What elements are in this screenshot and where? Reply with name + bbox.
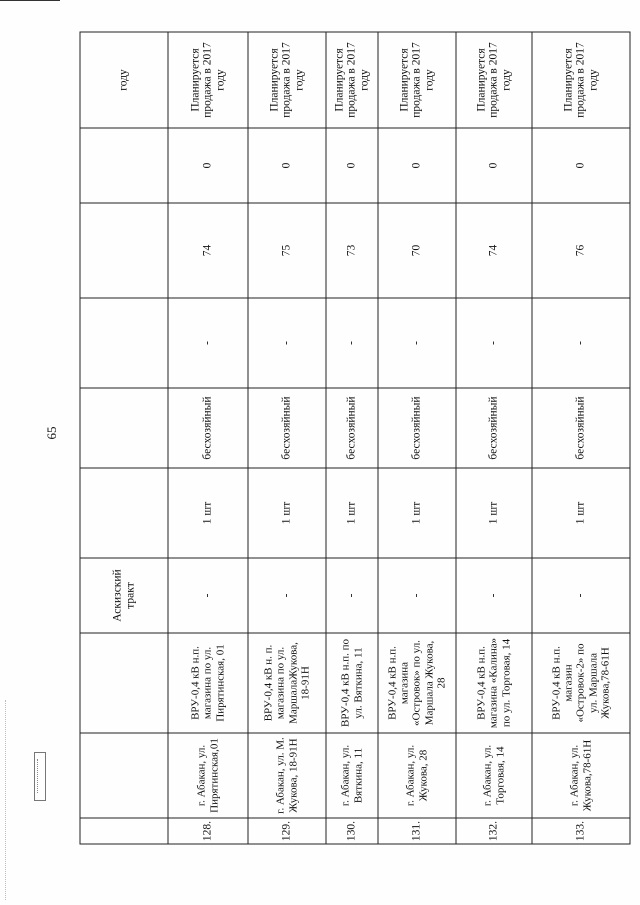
quantity-cell: 1 шт — [248, 468, 326, 558]
header-cell — [80, 388, 168, 468]
note-cell: Планируется продажа в 2017 году — [168, 32, 248, 128]
header-cell — [80, 818, 168, 844]
table-row — [456, 32, 532, 844]
margin-dots — [5, 700, 7, 900]
header-cell — [80, 203, 168, 298]
table-wrapper — [80, 32, 630, 844]
col4-cell: - — [456, 558, 532, 633]
address-cell: г. Абакан, ул. Жукова,78-61Н — [532, 733, 630, 818]
header-cell — [80, 733, 168, 818]
quantity-cell: 1 шт — [168, 468, 248, 558]
address-cell: г. Абакан, ул. М. Жукова, 18-91Н — [248, 733, 326, 818]
quantity-cell: 1 шт — [326, 468, 378, 558]
note-cell: Планируется продажа в 2017 году — [456, 32, 532, 128]
row-number-cell: 132. — [456, 818, 532, 844]
col7-cell: - — [378, 298, 456, 388]
table-row — [326, 32, 378, 844]
object-cell: ВРУ-0,4 кВ н. п. магазина по ул. МаршалаЖукова, 18-91Н — [248, 633, 326, 733]
row-number-cell: 129. — [248, 818, 326, 844]
header-fragment-row — [80, 32, 168, 844]
header-cell: году — [80, 32, 168, 128]
note-cell: Планируется продажа в 2017 году — [532, 32, 630, 128]
col4-cell: - — [378, 558, 456, 633]
object-cell: ВРУ-0,4 кВ н.п. магазина «Островок» по ул. Маршала Жукова, 28 — [378, 633, 456, 733]
col7-cell: - — [168, 298, 248, 388]
col4-cell: - — [168, 558, 248, 633]
page-number: 65 — [44, 426, 59, 440]
header-cell — [80, 468, 168, 558]
row-number-cell: 130. — [326, 818, 378, 844]
header-cell: Аскизский тракт — [80, 558, 168, 633]
object-cell: ВРУ-0,4 кВ н.п. магазина «Калина» по ул. Торговая, 14 — [456, 633, 532, 733]
col8-cell: 74 — [168, 203, 248, 298]
quantity-cell: 1 шт — [456, 468, 532, 558]
stamp-mark — [34, 752, 46, 801]
col7-cell: - — [532, 298, 630, 388]
col7-cell: - — [248, 298, 326, 388]
note-cell: Планируется продажа в 2017 году — [248, 32, 326, 128]
owner-cell: бесхозяйный — [168, 388, 248, 468]
col4-cell: - — [532, 558, 630, 633]
address-cell: г. Абакан, ул. Пирятинская,01 — [168, 733, 248, 818]
col8-cell: 76 — [532, 203, 630, 298]
col8-cell: 75 — [248, 203, 326, 298]
col9-cell: 0 — [326, 128, 378, 203]
col9-cell: 0 — [168, 128, 248, 203]
col8-cell: 70 — [378, 203, 456, 298]
object-cell: ВРУ-0,4 кВ н.п. магазин «Островок-2» по ул. Маршала Жукова,78-61Н — [532, 633, 630, 733]
object-cell: ВРУ-0,4 кВ н.п. по ул. Вяткина, 11 — [326, 633, 378, 733]
table-row — [532, 32, 630, 844]
header-cell — [80, 298, 168, 388]
col9-cell: 0 — [248, 128, 326, 203]
col7-cell: - — [456, 298, 532, 388]
header-cell — [80, 128, 168, 203]
top-rule — [0, 0, 60, 1]
owner-cell: бесхозяйный — [378, 388, 456, 468]
col8-cell: 74 — [456, 203, 532, 298]
row-number-cell: 128. — [168, 818, 248, 844]
table-row — [168, 32, 248, 844]
quantity-cell: 1 шт — [378, 468, 456, 558]
note-cell: Планируется продажа в 2017 году — [326, 32, 378, 128]
address-cell: г. Абакан, ул. Вяткина, 11 — [326, 733, 378, 818]
table-row — [248, 32, 326, 844]
owner-cell: бесхозяйный — [248, 388, 326, 468]
col7-cell: - — [326, 298, 378, 388]
col4-cell: - — [248, 558, 326, 633]
address-cell: г. Абакан, ул. Торговая, 14 — [456, 733, 532, 818]
property-table — [80, 32, 631, 845]
owner-cell: бесхозяйный — [326, 388, 378, 468]
row-number-cell: 133. — [532, 818, 630, 844]
quantity-cell: 1 шт — [532, 468, 630, 558]
col9-cell: 0 — [456, 128, 532, 203]
col9-cell: 0 — [532, 128, 630, 203]
table-row — [378, 32, 456, 844]
owner-cell: бесхозяйный — [456, 388, 532, 468]
col9-cell: 0 — [378, 128, 456, 203]
object-cell: ВРУ-0,4 кВ н.п. магазина по ул. Пирятинская, 01 — [168, 633, 248, 733]
col8-cell: 73 — [326, 203, 378, 298]
row-number-cell: 131. — [378, 818, 456, 844]
col4-cell: - — [326, 558, 378, 633]
address-cell: г. Абакан, ул. Жукова, 28 — [378, 733, 456, 818]
header-cell — [80, 633, 168, 733]
owner-cell: бесхозяйный — [532, 388, 630, 468]
note-cell: Планируется продажа в 2017 году — [378, 32, 456, 128]
